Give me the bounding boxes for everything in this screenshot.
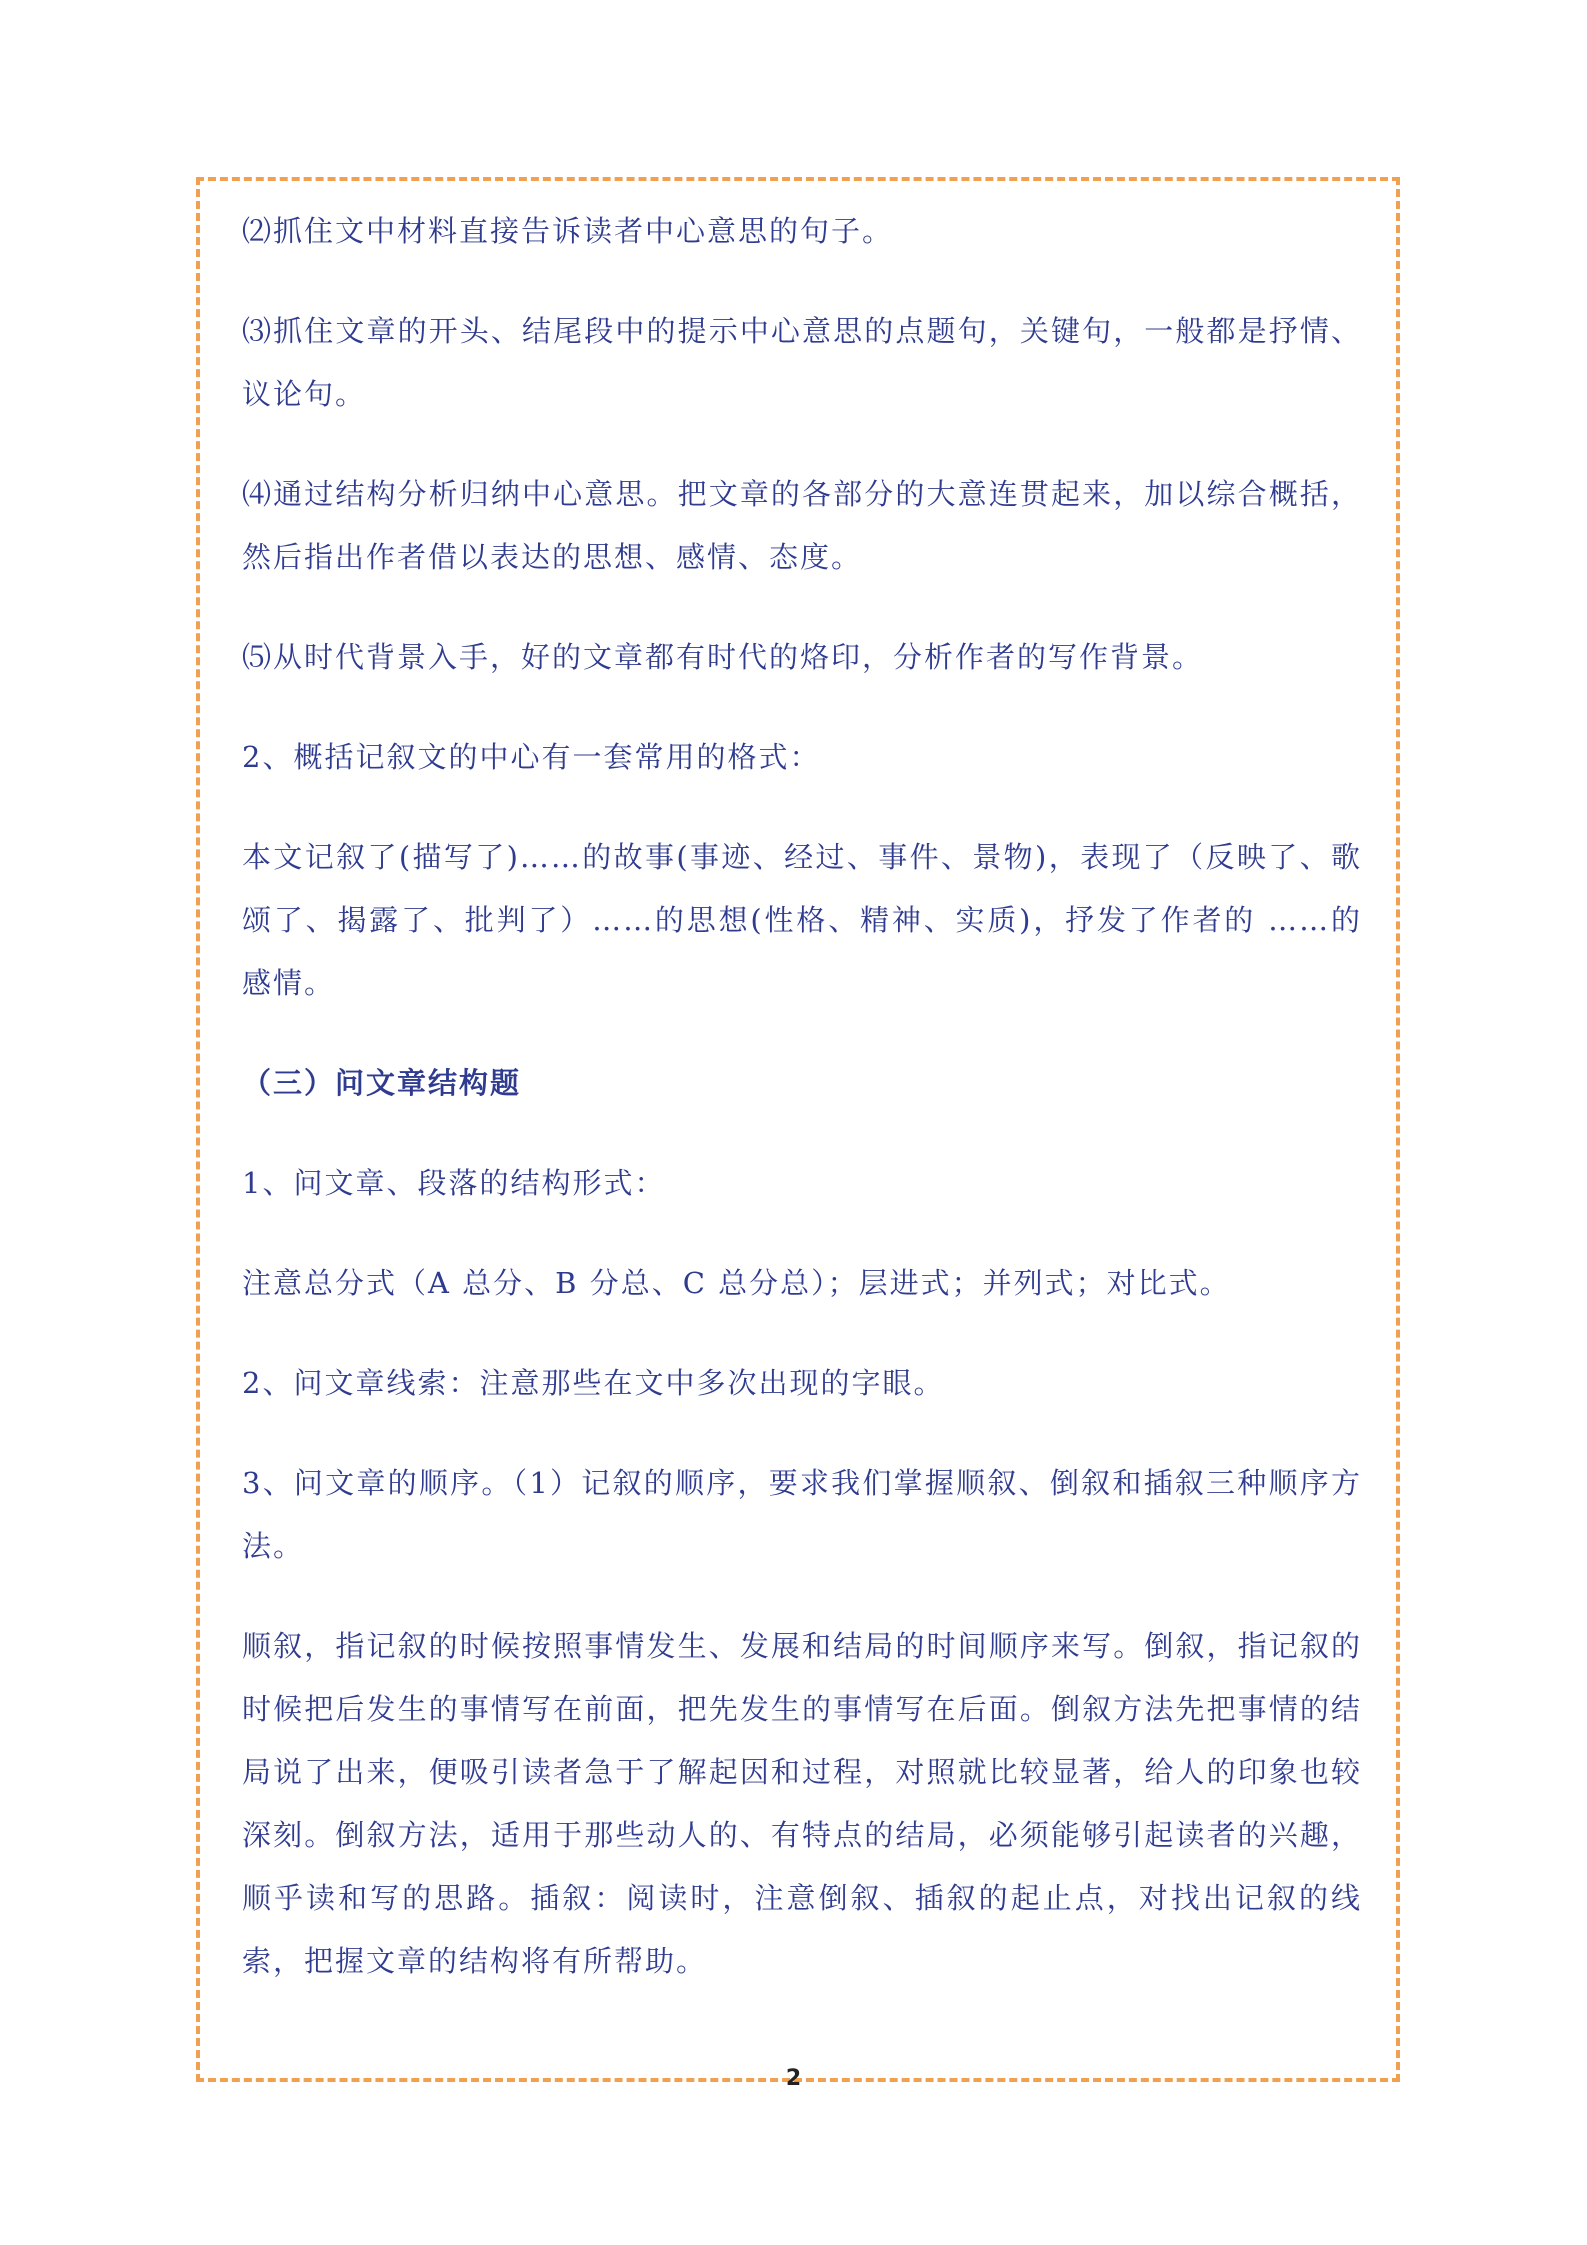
point-3-paragraph: ⑶抓住文章的开头、结尾段中的提示中心意思的点题句，关键句，一般都是抒情、议论句。 bbox=[242, 314, 1362, 411]
order-paragraph: 3、问文章的顺序。（1）记叙的顺序，要求我们掌握顺叙、倒叙和插叙三种顺序方法。 bbox=[242, 1466, 1362, 1563]
point-4-paragraph: ⑷通过结构分析归纳中心意思。把文章的各部分的大意连贯起来，加以综合概括，然后指出作者借以表达的思想、感情、态度。 bbox=[242, 477, 1362, 574]
section-heading: （三）问文章结构题 bbox=[242, 1066, 522, 1100]
format-template-paragraph: 本文记叙了(描写了)……的故事(事迹、经过、事件、景物)，表现了（反映了、歌颂了、揭露了、批判了）……的思想(性格、精神、实质)，抒发了作者的 ……的感情。 bbox=[242, 840, 1362, 1000]
structure-types-paragraph: 注意总分式（A 总分、B 分总、C 总分总）；层进式；并列式；对比式。 bbox=[242, 1266, 1231, 1300]
page-number: 2 bbox=[785, 2066, 802, 2091]
narration-explanation-paragraph: 顺叙，指记叙的时候按照事情发生、发展和结局的时间顺序来写。倒叙，指记叙的时候把后发生的事情写在前面，把先发生的事情写在后面。倒叙方法先把事情的结局说了出来，便吸引读者急于了解起因和过程，对照就比较显著，给人的印象也较深刻。倒叙方法，适用于那些动人的、有特点的结局，必须能够引起读者的兴趣，顺乎读和写的思路。插叙：阅读时，注意倒叙、插叙的起止点，对找出记叙的线索，把握文章的结构将有所帮助。 bbox=[242, 1629, 1362, 1978]
structure-form-paragraph: 1、问文章、段落的结构形式： bbox=[242, 1166, 666, 1200]
format-intro-paragraph: 2、概括记叙文的中心有一套常用的格式： bbox=[242, 740, 821, 774]
point-5-paragraph: ⑸从时代背景入手，好的文章都有时代的烙印，分析作者的写作背景。 bbox=[242, 640, 1204, 674]
point-2-paragraph: ⑵抓住文中材料直接告诉读者中心意思的句子。 bbox=[242, 214, 894, 248]
clue-paragraph: 2、问文章线索：注意那些在文中多次出现的字眼。 bbox=[242, 1366, 945, 1400]
document-body bbox=[242, 200, 1362, 1993]
